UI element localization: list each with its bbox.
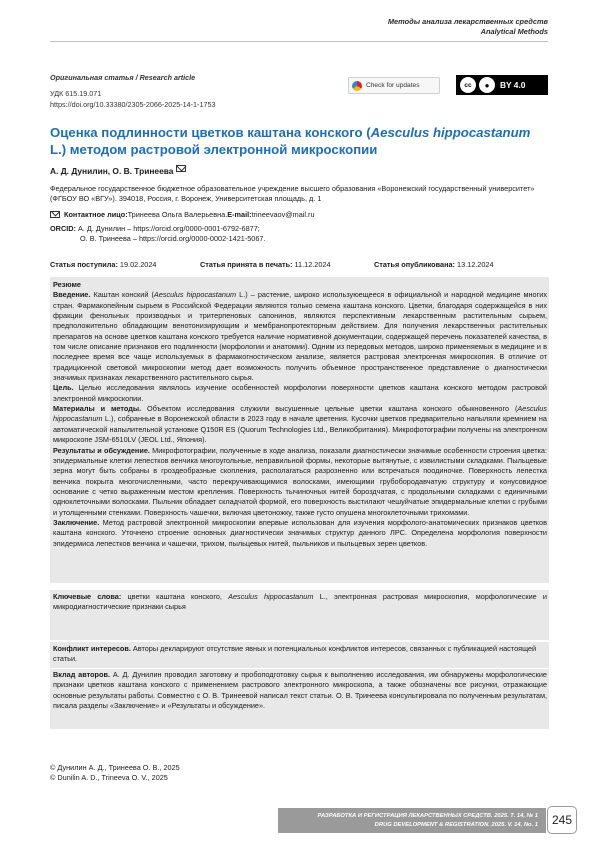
- license-badge[interactable]: [456, 75, 548, 95]
- article-type: Оригинальная статья / Research article: [50, 72, 215, 84]
- section-title-en: Analytical Methods: [388, 27, 548, 37]
- copyright-en: © Dunilin A. D., Trineeva O. V., 2025: [50, 773, 180, 783]
- check-for-updates-button[interactable]: [348, 77, 440, 94]
- crossmark-icon: [352, 81, 362, 91]
- footer-ru: РАЗРАБОТКА И РЕГИСТРАЦИЯ ЛЕКАРСТВЕННЫХ СРЕДСТВ. 2025. Т. 14, № 1: [278, 812, 538, 821]
- page-number: 245: [547, 806, 577, 834]
- email-link[interactable]: trineevaov@mail.ru: [252, 210, 315, 219]
- section-title-ru: Методы анализа лекарственных средств: [388, 17, 548, 27]
- abstract-results: Результаты и обсуждение. Микрофотографии, полученные в ходе анализа, показали диагностически значимые особенности строения цветка: эпидермальные клетки лепестков венчика многоугольные, неправильной формы, некоторые вытянутые, с извилистыми складками. Пыльцевые зерна могут быть собраны в гроздеобразные скопления, располагаться разрозненно или встречаться поодиночке. Поверхность лепестка венчика покрыта многочисленными, часто перекручивающимися волосками, имеющими грубобородавчатую структуру и конусовидное основание с четко выраженным местом крепления. Поверхность тычиночных нитей бороздчатая, с продольными складками с единичными одноклеточными волосками. Пыльник обладает складчатой формой, его поверхность выстилают чешуйчатые эпидермальные клетки с грубыми и утолщенными стенками. Поверхность чашечки, включая цветоножку, также густо опушена многоклеточными трихомами.: [53, 446, 547, 518]
- header-divider: [50, 41, 548, 42]
- contact-name: Тринеева Ольга Валерьевна.: [128, 210, 228, 219]
- abstract-introduction: Введение. Каштан конский (Aesculus hippocastanum L.) – растение, широко используюещееся в официальной и народной медицине многих стран. Фармакопейным сырьем в Российской Федерации являются только семена каштана конского. Цветки, благодаря содержащейся в них фракции фенольных производных и тритерпеновых сапонинов, являются перспективным лекарственным растительным сырьем, предположительно обладающим венотонизирующим и мембранопротекторным действием. Для получения лекарственных растительных препаратов на основе цветков каштана конского требуется наличие нормативной документации, содержащей перечень показателей качества, в том числе описание признаков его подлинности (морфологии и анатомии). Одним из передовых методов, широко применяемых в медицине и в последнее время все чаще используемых в фармакогностическом анализе, является растровая электронная микроскопия. В отличие от традиционной световой микроскопии метод дает возможность получить объемное пространственное представление о диагностически значимых признаках лекарственного растительного сырья.: [53, 290, 547, 383]
- author-contribution: Вклад авторов. А. Д. Дунилин проводил заготовку и пробоподготовку сырья к выполнению исследования, им обнаружены морфологические признаки цветков каштана конского с применением растрового электронного микроскопа, а также обозначены все рисунки, отражающие основные результаты работы. Совместно с О. В. Тринеевой написал текст статьи. О. В. Тринеева консультировала по полученным результатам, писала разделы «Заключение» и «Результаты и обсуждение».: [53, 670, 547, 711]
- article-meta: [50, 72, 215, 111]
- attribution-person-icon: ●: [479, 77, 495, 93]
- check-updates-label: Check for updates: [366, 82, 420, 89]
- orcid-label: ORCID:: [50, 224, 76, 233]
- doi-link[interactable]: https://doi.org/10.33380/2305-2066-2025-14-1-1753: [50, 99, 215, 111]
- orcid-link-1[interactable]: А. Д. Дунилин – https://orcid.org/0000-0001-6792-6877;: [76, 224, 260, 233]
- conflict-of-interest: Конфликт интересов. Авторы декларируют отсутствие явных и потенциальных конфликтов интересов, связанных с публикацией настоящей статьи.: [53, 644, 547, 665]
- copyright-ru: © Дунилин А. Д., Тринеева О. В., 2025: [50, 763, 180, 773]
- mail-icon: [50, 211, 60, 218]
- journal-footer: [278, 808, 546, 833]
- orcid-link-2[interactable]: О. В. Тринеева – https://orcid.org/0000-0002-1421-5067.: [50, 234, 266, 244]
- abstract-conclusion: Заключение. Метод растровой электронной микроскопии впервые использован для изучения морфолого-анатомических признаков цветков каштана конского. Уточнено строение основных диагностически значимых структур данного ЛРС. Определена морфология поверхности эпидермиса лепестков венчика и чашечки, трихом, пыльцевых нитей, пыльников и пыльцевых зерен цветков.: [53, 518, 547, 549]
- author-list: А. Д. Дунилин, О. В. Тринеева: [50, 166, 173, 176]
- publication-dates: [50, 260, 548, 269]
- email-label: E-mail:: [227, 210, 251, 219]
- abstract: [53, 280, 547, 549]
- envelope-icon: [176, 165, 186, 172]
- abstract-heading: Резюме: [53, 280, 547, 290]
- journal-section-header: [388, 17, 548, 37]
- date-published: Статья опубликована: 13.12.2024: [374, 260, 494, 269]
- udk-code: УДК 615.19.071: [50, 88, 215, 100]
- license-label: BY 4.0: [500, 80, 525, 90]
- abstract-methods: Материалы и методы. Объектом исследования служили высушенные цельные цветки каштана конского обыкновенного (Aesculus hippocastanum L.), собранные в Воронежской области в 2023 году в начале цветения. Кусочки цветков предварительно напыляли кремнием на автоматической напылительной установке Q150R ES (Quorum Technologies Ltd., Великобритания). Микрофотографии получены на электронном микроскопе JSM-6510LV (JEOL Ltd., Япония).: [53, 404, 547, 445]
- keywords: Ключевые слова: цветки каштана конского, Aesculus hippocastanum L., электронная растровая микроскопия, морфологические и микродиагностические признаки сырья: [53, 592, 547, 613]
- date-accepted: Статья принята в печать: 11.12.2024: [200, 260, 331, 269]
- date-received: Статья поступила: 19.02.2024: [50, 260, 548, 269]
- contact-label: Контактное лицо:: [64, 210, 128, 219]
- creative-commons-icon: cc: [460, 77, 476, 93]
- authors: [50, 166, 186, 176]
- copyright: [50, 763, 180, 784]
- abstract-aim: Цель. Целью исследования являлось изучение особенностей морфологии поверхности цветков каштана конского методом растровой электронной микроскопии.: [53, 383, 547, 404]
- contact-person: [50, 210, 315, 219]
- article-title: Оценка подлинности цветков каштана конского (Aesculus hippocastanum L.) методом растровой электронной микроскопии: [50, 124, 550, 158]
- affiliation: Федеральное государственное бюджетное образовательное учреждение высшего образования «Воронежский государственный университет» (ФГБОУ ВО «ВГУ»). 394018, Россия, г. Воронеж, Университетская площадь, д. 1: [50, 184, 548, 205]
- footer-en: DRUG DEVELOPMENT & REGISTRATION. 2025. V. 14, No. 1: [278, 821, 538, 830]
- orcid-block: [50, 224, 266, 245]
